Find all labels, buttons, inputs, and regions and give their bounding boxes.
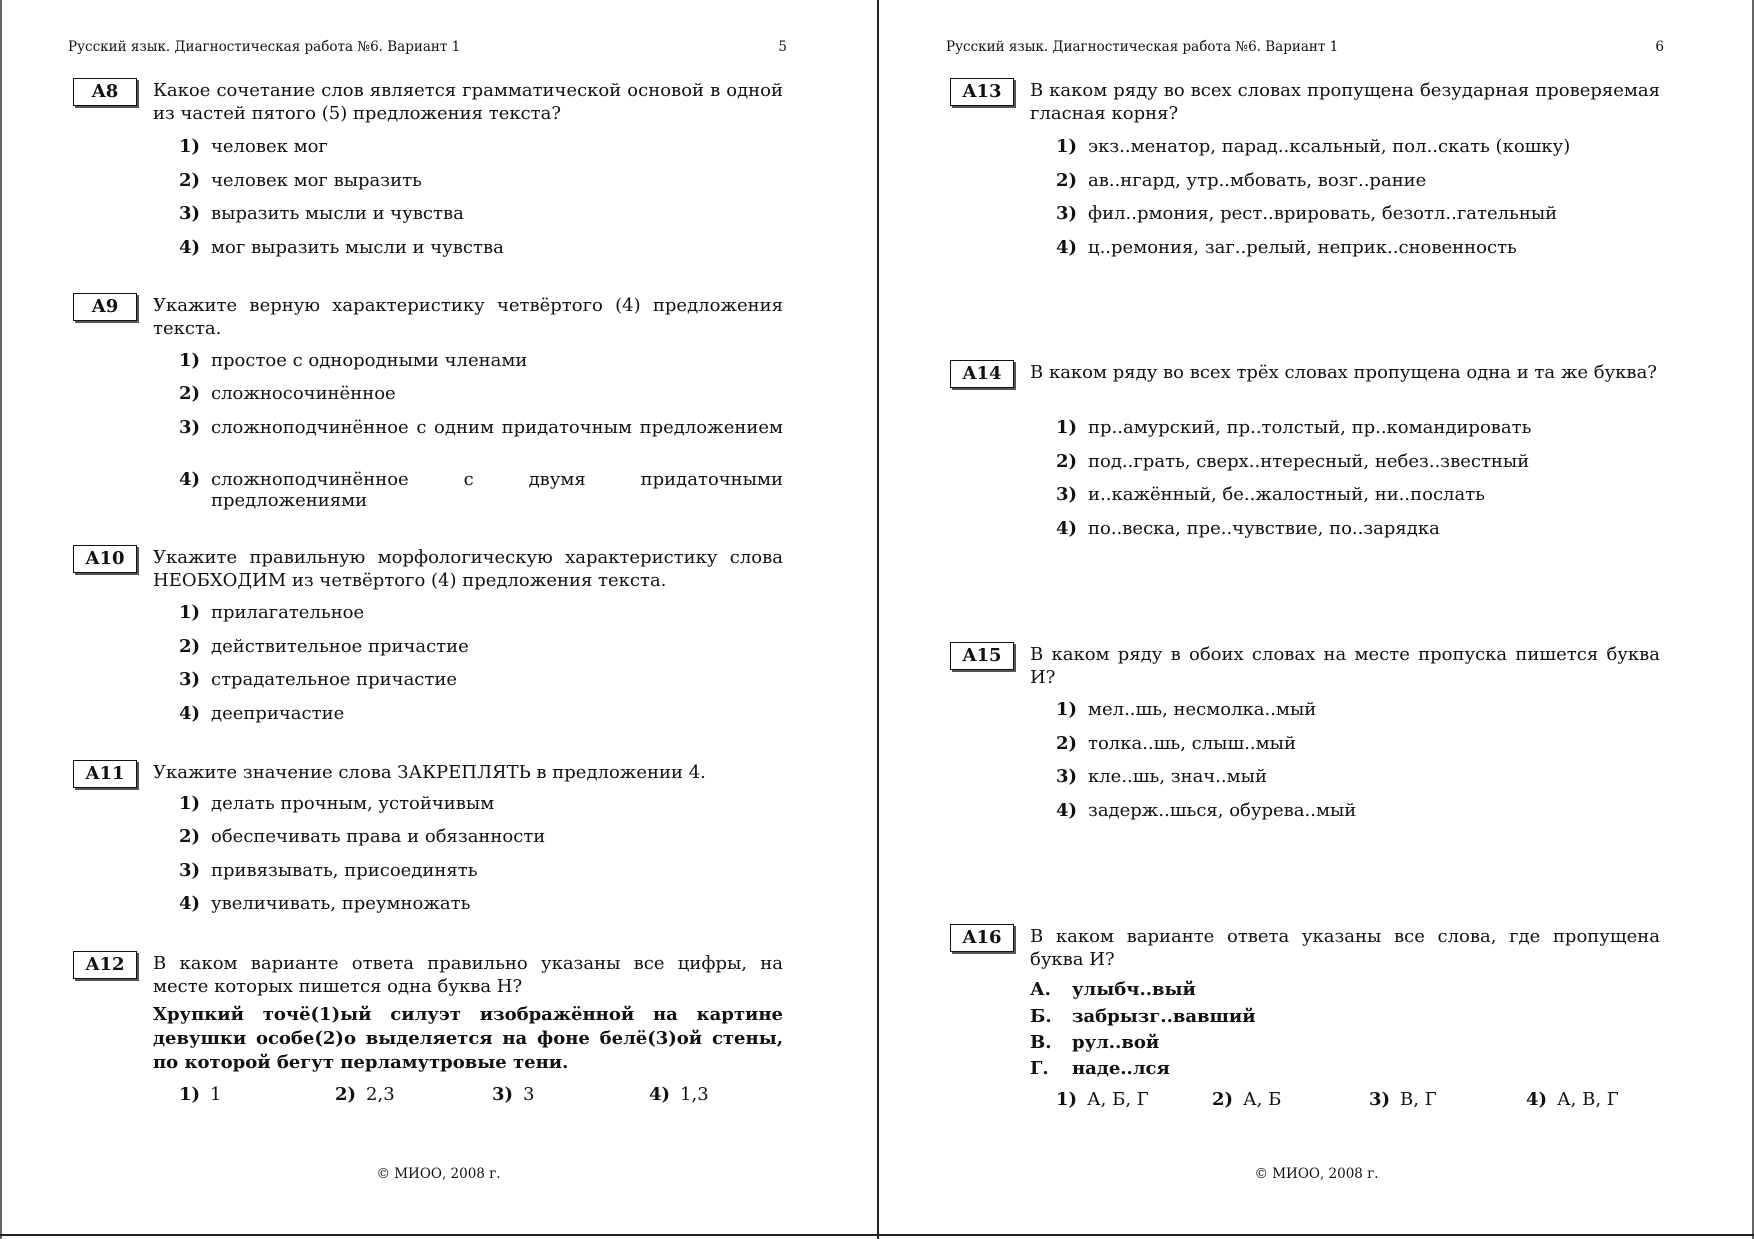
- question-label: A8: [73, 78, 137, 106]
- page-5: [0, 0, 877, 1234]
- word-text: улыбч..вый: [1072, 979, 1196, 1000]
- page-footer: © МИОО, 2008 г.: [1254, 1166, 1379, 1182]
- bottom-edge-line: [0, 1234, 1754, 1236]
- answer-option[interactable]: [1526, 1089, 1619, 1110]
- option-number: 2): [179, 170, 201, 191]
- answer-option[interactable]: [335, 1084, 395, 1105]
- option-number: 3): [179, 669, 201, 690]
- option-text: сложносочинённое: [211, 383, 396, 404]
- option-text: и..кажённый, бе..жалостный, ни..послать: [1088, 484, 1485, 505]
- option-number: 3): [1056, 484, 1078, 505]
- page-number: 6: [1655, 39, 1664, 55]
- option-text: простое с однородными членами: [211, 350, 528, 371]
- option-text: А, В, Г: [1557, 1089, 1619, 1110]
- option-number: 1): [1056, 136, 1078, 157]
- option-number: 2): [1056, 170, 1078, 191]
- option-text: А, Б, Г: [1087, 1089, 1149, 1110]
- option-text: действительное причастие: [211, 636, 469, 657]
- option-text: сложноподчинённое с одним придаточным предложением: [211, 417, 783, 438]
- option-text: В, Г: [1400, 1089, 1437, 1110]
- option-number: 4): [179, 893, 201, 914]
- option-number: 2): [1056, 451, 1078, 472]
- option-text: задерж..шься, обурева..мый: [1088, 800, 1357, 821]
- option-number: 1): [179, 350, 201, 371]
- option-text: привязывать, присоединять: [211, 860, 478, 881]
- option-number: 4): [1056, 237, 1078, 258]
- option-text: деепричастие: [211, 703, 345, 724]
- option-text: 1: [210, 1084, 222, 1105]
- option-number: 1): [1056, 1089, 1078, 1110]
- option-text: по..веска, пре..чувствие, по..зарядка: [1088, 518, 1440, 539]
- option-number: 4): [179, 703, 201, 724]
- option-text: пр..амурский, пр..толстый, пр..командировать: [1088, 417, 1532, 438]
- word-text: забрызг..вавший: [1072, 1006, 1256, 1027]
- option-text: делать прочным, устойчивым: [211, 793, 495, 814]
- option-text: выразить мысли и чувства: [211, 203, 464, 224]
- word-item: [1030, 1006, 1256, 1027]
- option-text: человек мог: [211, 136, 328, 157]
- question-label: A10: [73, 545, 137, 573]
- word-letter: А.: [1030, 979, 1051, 1000]
- option-text: страдательное причастие: [211, 669, 457, 690]
- answer-option[interactable]: [1212, 1089, 1281, 1110]
- word-letter: Г.: [1030, 1058, 1049, 1079]
- answer-option[interactable]: [179, 1084, 222, 1105]
- question-label: A16: [950, 924, 1014, 952]
- word-text: рул..вой: [1072, 1032, 1160, 1053]
- option-text: ц..ремония, заг..релый, неприк..сновенность: [1088, 237, 1517, 258]
- word-text: наде..лся: [1072, 1058, 1170, 1079]
- answer-option[interactable]: [1056, 1089, 1149, 1110]
- answer-option[interactable]: [492, 1084, 535, 1105]
- header-title: Русский язык. Диагностическая работа №6. Вариант 1: [946, 39, 1339, 55]
- option-number: 2): [1212, 1089, 1234, 1110]
- option-number: 3): [1056, 766, 1078, 787]
- option-text: ав..нгард, утр..мбовать, возг..рание: [1088, 170, 1427, 191]
- question-label: A12: [73, 951, 137, 979]
- word-item: [1030, 1058, 1170, 1079]
- option-number: 1): [179, 136, 201, 157]
- option-text: 2,3: [366, 1084, 395, 1105]
- question-label: A14: [950, 360, 1014, 388]
- option-text: мог выразить мысли и чувства: [211, 237, 504, 258]
- option-text: 3: [523, 1084, 535, 1105]
- option-text: мел..шь, несмолка..мый: [1088, 699, 1317, 720]
- question-label: A15: [950, 642, 1014, 670]
- option-number: 4): [1056, 518, 1078, 539]
- option-text: 1,3: [680, 1084, 709, 1105]
- option-number: 3): [179, 203, 201, 224]
- option-number: 4): [1526, 1089, 1548, 1110]
- word-letter: В.: [1030, 1032, 1052, 1053]
- header-title: Русский язык. Диагностическая работа №6. Вариант 1: [68, 39, 461, 55]
- question-text: В каком варианте ответа правильно указаны все цифры, на месте которых пишется одна буква Н?: [153, 953, 783, 997]
- option-number: 1): [179, 1084, 201, 1105]
- option-number: 1): [1056, 699, 1078, 720]
- page-header: [68, 39, 787, 59]
- word-item: [1030, 979, 1196, 1000]
- option-text: под..грать, сверх..нтересный, небез..звестный: [1088, 451, 1530, 472]
- option-text: экз..менатор, парад..ксальный, пол..скать (кошку): [1088, 136, 1571, 157]
- answer-option[interactable]: [649, 1084, 709, 1105]
- option-number: 2): [335, 1084, 357, 1105]
- word-item: [1030, 1032, 1159, 1053]
- page-6: [879, 0, 1754, 1234]
- option-number: 3): [179, 860, 201, 881]
- question-text: В каком ряду в обоих словах на месте пропуска пишется буква И?: [1030, 644, 1660, 688]
- question-text: Какое сочетание слов является грамматической основой в одной из частей пятого (5) предложения текста?: [153, 80, 783, 124]
- option-number: 3): [1056, 203, 1078, 224]
- option-number: 4): [179, 469, 201, 490]
- question-text: В каком ряду во всех трёх словах пропущена одна и та же буква?: [1030, 362, 1657, 383]
- page-number: 5: [778, 39, 787, 55]
- page-header: [946, 39, 1664, 59]
- option-number: 2): [179, 383, 201, 404]
- option-number: 4): [649, 1084, 671, 1105]
- option-number: 2): [1056, 733, 1078, 754]
- option-number: 3): [179, 417, 201, 438]
- answer-option[interactable]: [1369, 1089, 1437, 1110]
- option-number: 1): [179, 602, 201, 623]
- option-text: обеспечивать права и обязанности: [211, 826, 546, 847]
- option-text: А, Б: [1243, 1089, 1282, 1110]
- page-footer: © МИОО, 2008 г.: [376, 1166, 501, 1182]
- option-text: прилагательное: [211, 602, 365, 623]
- option-text: толка..шь, слыш..мый: [1088, 733, 1296, 754]
- option-number: 4): [1056, 800, 1078, 821]
- option-text: фил..рмония, рест..врировать, безотл..гательный: [1088, 203, 1558, 224]
- option-number: 2): [179, 636, 201, 657]
- question-text: Укажите правильную морфологическую характеристику слова НЕОБХОДИМ из четвёртого (4) предложения текста.: [153, 547, 783, 591]
- option-text: сложноподчинённое с двумя придаточными предложениями: [211, 469, 783, 511]
- option-number: 1): [179, 793, 201, 814]
- question-text: Укажите верную характеристику четвёртого (4) предложения текста.: [153, 295, 783, 339]
- question-text: Укажите значение слова ЗАКРЕПЛЯТЬ в предложении 4.: [153, 762, 706, 783]
- question-text: В каком варианте ответа указаны все слова, где пропущена буква И?: [1030, 926, 1660, 970]
- option-text: увеличивать, преумножать: [211, 893, 471, 914]
- question-label: A11: [73, 760, 137, 788]
- option-number: 3): [492, 1084, 514, 1105]
- option-number: 2): [179, 826, 201, 847]
- option-number: 4): [179, 237, 201, 258]
- option-text: человек мог выразить: [211, 170, 422, 191]
- sentence-text: Хрупкий точё(1)ый силуэт изображённой на картине девушки особе(2)о выделяется на фоне белё(3)ой стены, по которой бегут перламутровые тени.: [153, 1004, 783, 1073]
- option-number: 3): [1369, 1089, 1391, 1110]
- word-letter: Б.: [1030, 1006, 1052, 1027]
- question-label: A9: [73, 293, 137, 321]
- option-text: кле..шь, знач..мый: [1088, 766, 1267, 787]
- question-label: A13: [950, 78, 1014, 106]
- question-text: В каком ряду во всех словах пропущена безударная проверяемая гласная корня?: [1030, 80, 1660, 124]
- option-number: 1): [1056, 417, 1078, 438]
